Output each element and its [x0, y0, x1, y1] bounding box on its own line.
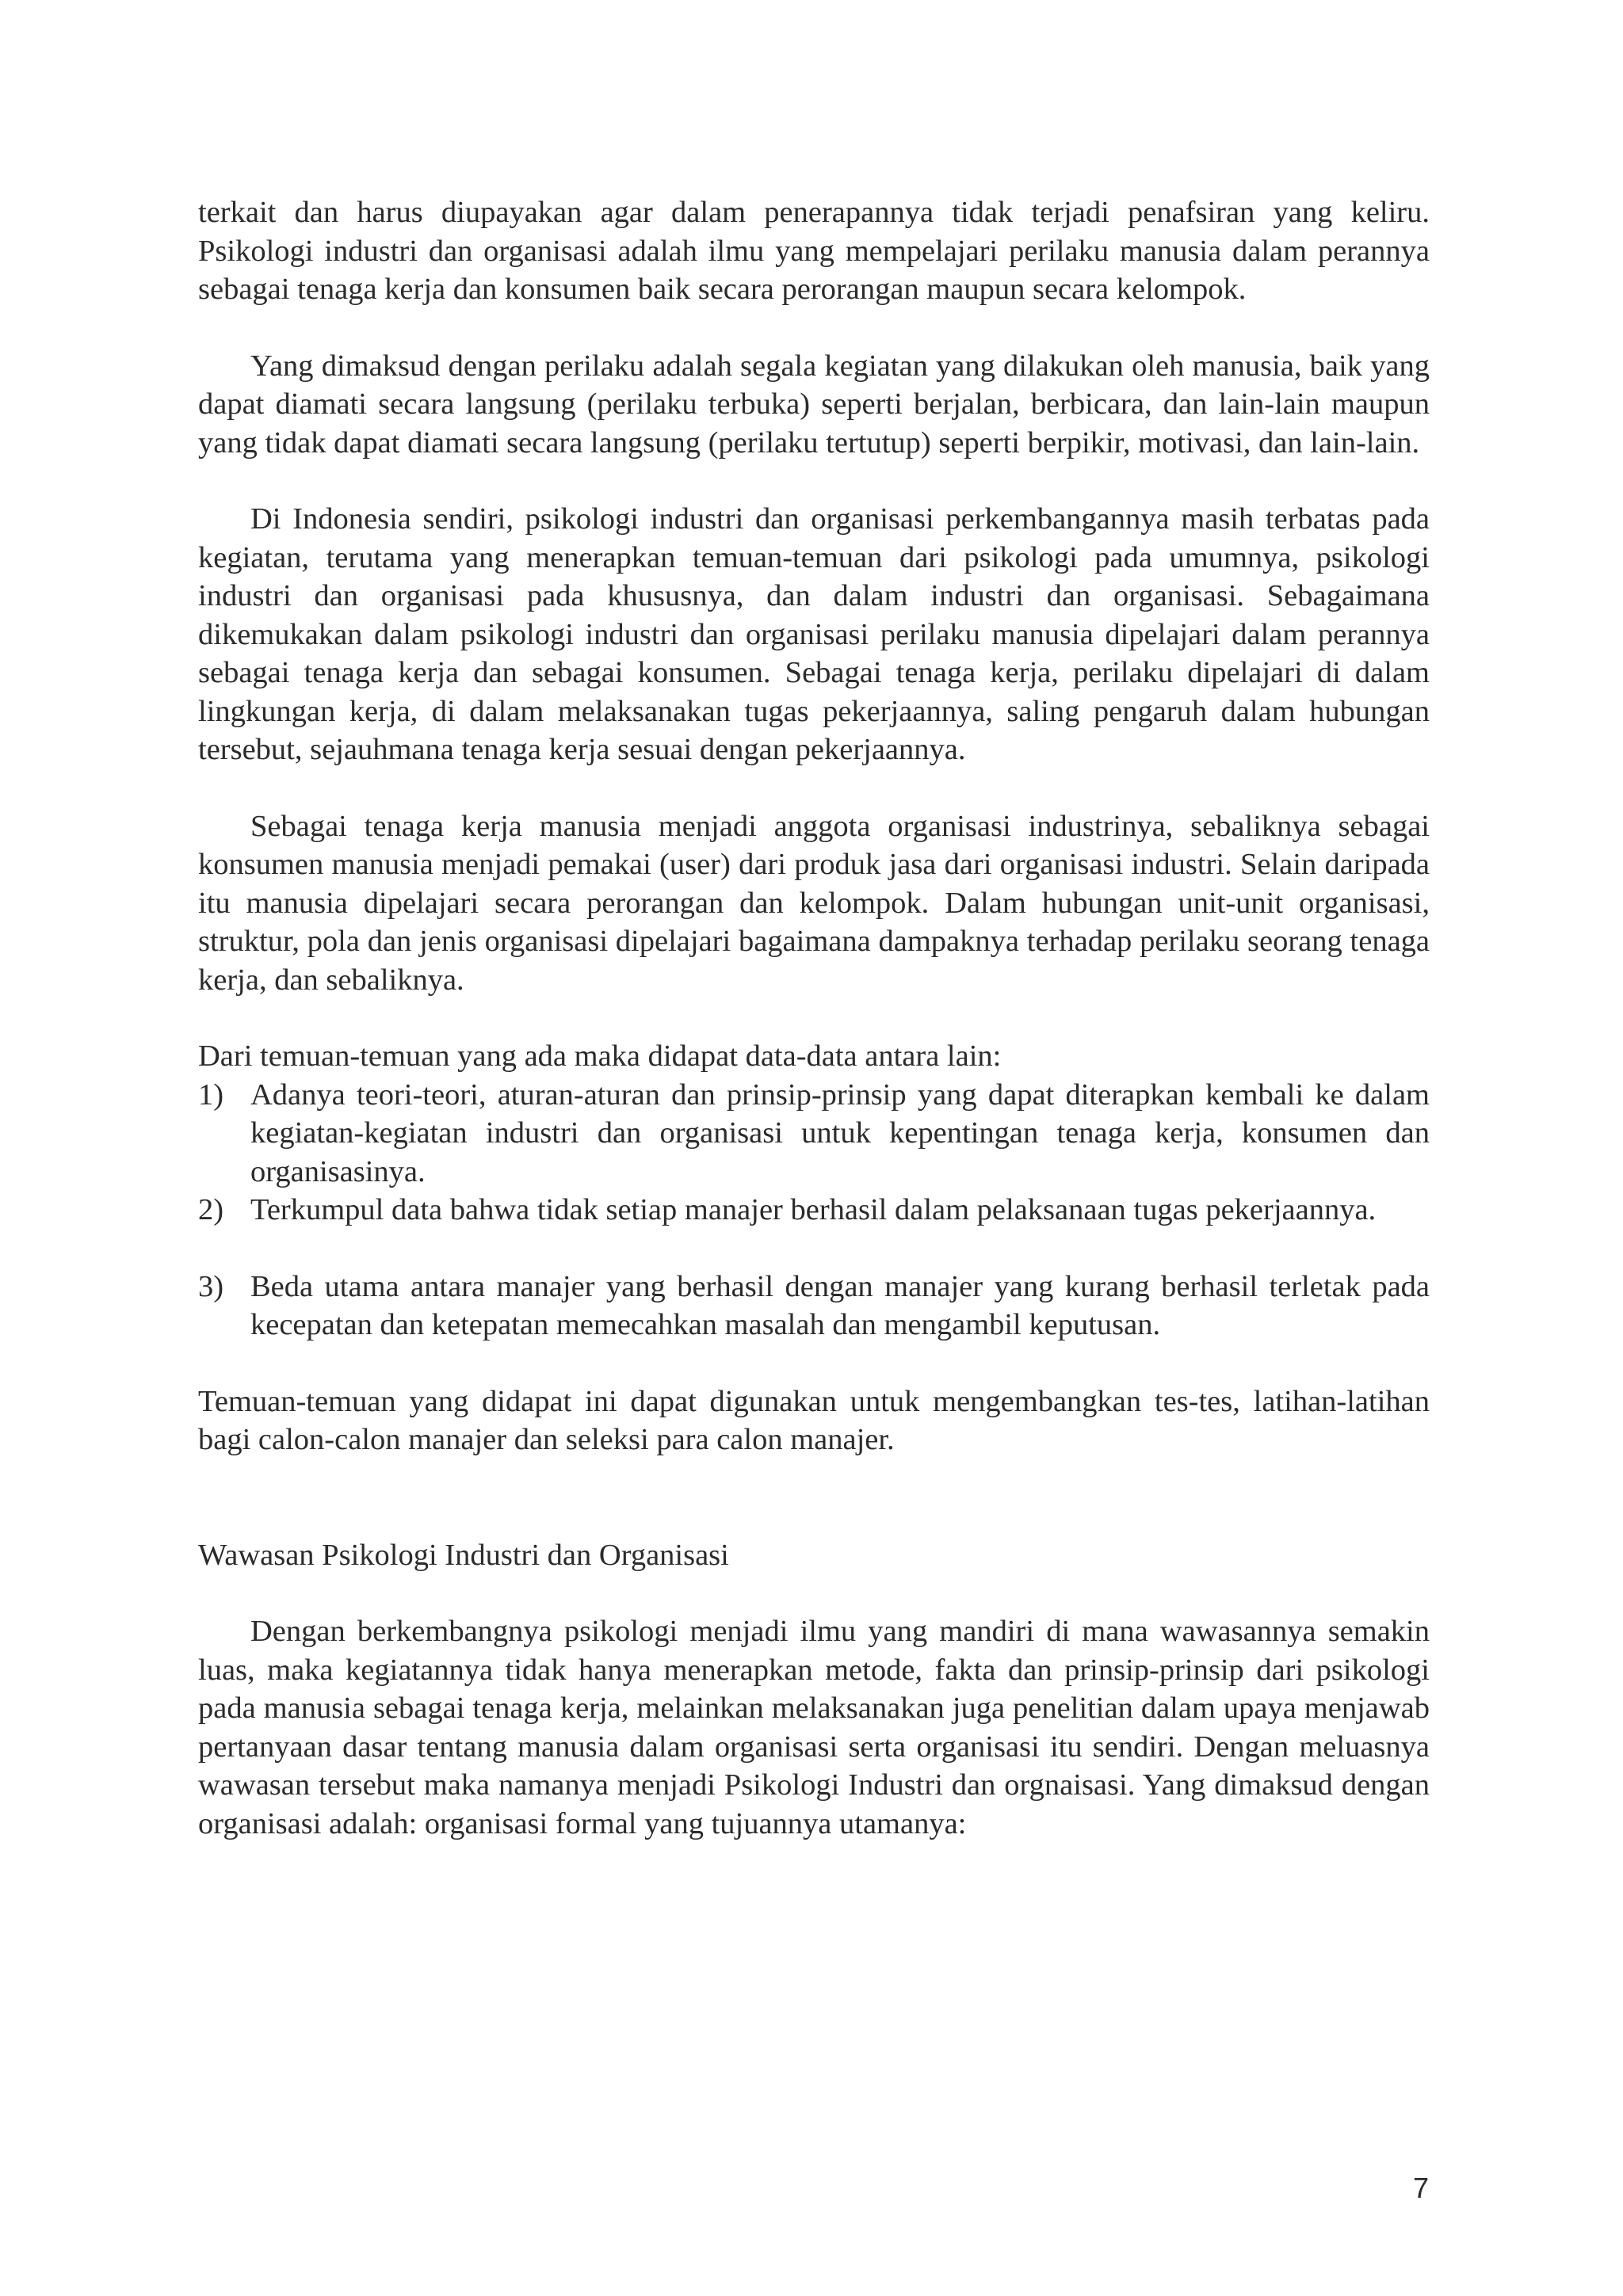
paragraph-intro-continued: terkait dan harus diupayakan agar dalam penerapannya tidak terjadi penafsiran yang keliru. Psikologi industri dan organisasi adalah ilmu yang mempelajari perilaku manusia dalam perannya sebagai tenaga kerja dan konsumen baik secara perorangan maupun secara kelompok.	[198, 196, 1430, 306]
list-item	[198, 1268, 1430, 1344]
page-number: 7	[1413, 2172, 1430, 2204]
paragraph-perilaku-definition: Yang dimaksud dengan perilaku adalah segala kegiatan yang dilakukan oleh manusia, baik yang dapat diamati secara langsung (perilaku terbuka) seperti berjalan, berbicara, dan lain-lain maupun yang tidak dapat diamati secara langsung (perilaku tertutup) seperti berpikir, motivasi, dan lain-lain.	[198, 349, 1430, 460]
list-item	[198, 1076, 1430, 1192]
paragraph-findings-intro: Dari temuan-temuan yang ada maka didapat data-data antara lain:	[198, 1039, 1002, 1073]
section-heading: Wawasan Psikologi Industri dan Organisasi	[198, 1538, 729, 1572]
findings-list	[198, 1076, 1430, 1344]
list-marker: 3)	[198, 1269, 224, 1303]
paragraph-indonesia: Di Indonesia sendiri, psikologi industri dan organisasi perkembangannya masih terbatas pada kegiatan, terutama yang menerapkan temuan-temuan dari psikologi pada umumnya, psikologi industri dan organisasi pada khususnya, dan dalam industri dan organisasi. Sebagaimana dikemukakan dalam psikologi industri dan organisasi perilaku manusia dipelajari dalam perannya sebagai tenaga kerja dan sebagai konsumen. Sebagai tenaga kerja, perilaku dipelajari di dalam lingkungan kerja, di dalam melaksanakan tugas pekerjaannya, saling pengaruh dalam hubungan tersebut, sejauhmana tenaga kerja sesuai dengan pekerjaannya.	[198, 502, 1430, 766]
list-marker: 2)	[198, 1193, 224, 1226]
paragraph-findings-use: Temuan-temuan yang didapat ini dapat digunakan untuk mengembangkan tes-tes, latihan-latihan bagi calon-calon manajer dan seleksi para calon manajer.	[198, 1384, 1430, 1456]
list-item-text: Adanya teori-teori, aturan-aturan dan prinsip-prinsip yang dapat diterapkan kembali ke dalam kegiatan-kegiatan industri dan organisasi untuk kepentingan tenaga kerja, konsumen dan organisasinya.	[250, 1077, 1430, 1188]
list-item-text: Terkumpul data bahwa tidak setiap manajer berhasil dalam pelaksanaan tugas pekerjaannya.	[250, 1193, 1377, 1226]
list-item	[198, 1191, 1430, 1230]
list-item-text: Beda utama antara manajer yang berhasil dengan manajer yang kurang berhasil terletak pada kecepatan dan ketepatan memecahkan masalah dan mengambil keputusan.	[250, 1269, 1430, 1341]
list-marker: 1)	[198, 1077, 224, 1112]
paragraph-wawasan: Dengan berkembangnya psikologi menjadi ilmu yang mandiri di mana wawasannya semakin luas, maka kegiatannya tidak hanya menerapkan metode, fakta dan prinsip-prinsip dari psikologi pada manusia sebagai tenaga kerja, melainkan melaksanakan juga penelitian dalam upaya menjawab pertanyaan dasar tentang manusia dalam organisasi serta organisasi itu sendiri. Dengan meluasnya wawasan tersebut maka namanya menjadi Psikologi Industri dan orgnaisasi. Yang dimaksud dengan organisasi adalah: organisasi formal yang tujuannya utamanya:	[198, 1615, 1430, 1840]
document-page	[198, 193, 1430, 1843]
paragraph-tenaga-kerja: Sebagai tenaga kerja manusia menjadi anggota organisasi industrinya, sebaliknya sebagai konsumen manusia menjadi pemakai (user) dari produk jasa dari organisasi industri. Selain daripada itu manusia dipelajari secara perorangan dan kelompok. Dalam hubungan unit-unit organisasi, struktur, pola dan jenis organisasi dipelajari bagaimana dampaknya terhadap perilaku seorang tenaga kerja, dan sebaliknya.	[198, 809, 1430, 997]
